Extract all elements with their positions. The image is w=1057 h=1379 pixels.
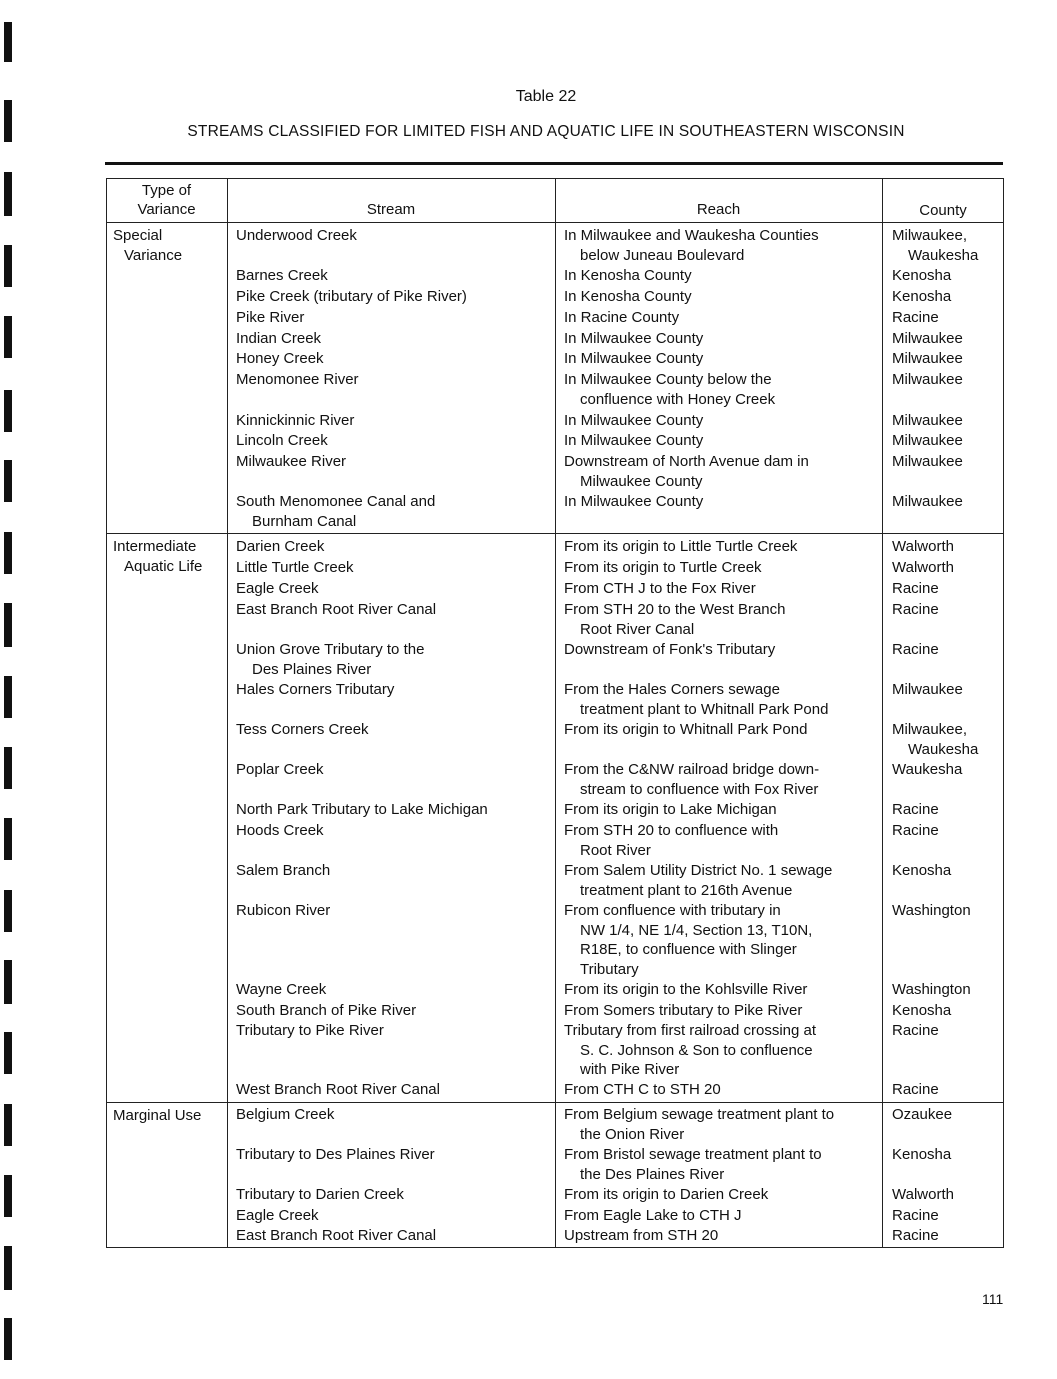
- stream-name: Tess Corners Creek: [236, 721, 369, 738]
- county-name: Kenosha: [892, 267, 952, 284]
- county-name: Racine: [892, 1022, 939, 1039]
- county-name: Racine: [892, 601, 939, 618]
- reach-description: From its origin to Whitnall Park Pond: [564, 721, 808, 738]
- reach-description: Upstream from STH 20: [564, 1227, 719, 1244]
- group-divider: [106, 533, 1004, 534]
- stream-name: Tributary to Pike River: [236, 1022, 384, 1039]
- binder-holes: [0, 0, 40, 1379]
- stream-name: Pike Creek (tributary of Pike River): [236, 288, 467, 305]
- stream-name: Poplar Creek: [236, 761, 324, 778]
- stream-name: Indian Creek: [236, 330, 322, 347]
- reach-description: In Milwaukee and Waukesha Counties below Juneau Boulevard: [564, 227, 819, 264]
- county-name: Milwaukee: [892, 371, 963, 388]
- reach-description: In Kenosha County: [564, 288, 692, 305]
- group-divider: [106, 1102, 1004, 1103]
- variance-type: Marginal Use: [113, 1107, 202, 1124]
- stream-name: Menomonee River: [236, 371, 359, 388]
- reach-description: Downstream of Fonk's Tributary: [564, 641, 776, 658]
- county-name: Racine: [892, 309, 939, 326]
- reach-description: From Eagle Lake to CTH J: [564, 1207, 742, 1224]
- county-name: Milwaukee: [892, 412, 963, 429]
- stream-name: Hoods Creek: [236, 822, 324, 839]
- county-name: Racine: [892, 580, 939, 597]
- reach-description: From CTH C to STH 20: [564, 1081, 721, 1098]
- stream-name: South Menomonee Canal and Burnham Canal: [236, 493, 436, 530]
- stream-name: South Branch of Pike River: [236, 1002, 417, 1019]
- variance-type: Intermediate Aquatic Life: [113, 538, 203, 575]
- county-name: Racine: [892, 641, 939, 658]
- stream-name: West Branch Root River Canal: [236, 1081, 440, 1098]
- reach-description: From Bristol sewage treatment plant to the Des Plaines River: [564, 1146, 822, 1183]
- county-name: Walworth: [892, 538, 954, 555]
- header-divider: [106, 222, 1004, 223]
- county-name: Kenosha: [892, 862, 952, 879]
- column-divider: [882, 178, 883, 1248]
- table-title: STREAMS CLASSIFIED FOR LIMITED FISH AND AQUATIC LIFE IN SOUTHEASTERN WISCONSIN: [187, 123, 905, 140]
- county-name: Kenosha: [892, 288, 952, 305]
- county-name: Racine: [892, 801, 939, 818]
- stream-name: Darien Creek: [236, 538, 325, 555]
- reach-description: In Racine County: [564, 309, 680, 326]
- county-name: Kenosha: [892, 1002, 952, 1019]
- reach-description: In Milwaukee County: [564, 350, 704, 367]
- county-name: Milwaukee: [892, 330, 963, 347]
- reach-description: From the Hales Corners sewage treatment plant to Whitnall Park Pond: [564, 681, 829, 718]
- reach-description: From CTH J to the Fox River: [564, 580, 756, 597]
- reach-description: From its origin to Turtle Creek: [564, 559, 762, 576]
- county-name: Walworth: [892, 1186, 954, 1203]
- reach-description: In Milwaukee County below the confluence with Honey Creek: [564, 371, 776, 408]
- reach-description: In Milwaukee County: [564, 330, 704, 347]
- header-stream: Stream: [366, 201, 416, 218]
- reach-description: From confluence with tributary in NW 1/4, NE 1/4, Section 13, T10N, R18E, to confluence with Slinger Tributary: [564, 902, 813, 978]
- variance-type: Special Variance: [113, 227, 183, 264]
- county-name: Washington: [892, 981, 971, 998]
- stream-name: East Branch Root River Canal: [236, 1227, 437, 1244]
- reach-description: From Salem Utility District No. 1 sewage treatment plant to 216th Avenue: [564, 862, 833, 899]
- stream-name: Salem Branch: [236, 862, 331, 879]
- reach-description: Downstream of North Avenue dam in Milwaukee County: [564, 453, 809, 490]
- column-divider: [227, 178, 228, 1248]
- stream-name: Barnes Creek: [236, 267, 328, 284]
- county-name: Washington: [892, 902, 971, 919]
- county-name: Milwaukee, Waukesha: [892, 721, 979, 758]
- reach-description: In Milwaukee County: [564, 432, 704, 449]
- county-name: Racine: [892, 1081, 939, 1098]
- reach-description: Tributary from first railroad crossing at S. C. Johnson & Son to confluence with Pike River: [564, 1022, 817, 1078]
- reach-description: From STH 20 to confluence with Root River: [564, 822, 779, 859]
- county-name: Milwaukee: [892, 432, 963, 449]
- county-name: Walworth: [892, 559, 954, 576]
- reach-description: In Kenosha County: [564, 267, 692, 284]
- county-name: Milwaukee: [892, 350, 963, 367]
- header-county: County: [919, 202, 967, 219]
- title-rule: [105, 162, 1003, 165]
- header-reach: Reach: [696, 201, 741, 218]
- county-name: Racine: [892, 1207, 939, 1224]
- reach-description: From the C&NW railroad bridge down- stream to confluence with Fox River: [564, 761, 820, 798]
- reach-description: From Belgium sewage treatment plant to the Onion River: [564, 1106, 835, 1143]
- county-name: Milwaukee, Waukesha: [892, 227, 979, 264]
- stream-name: Union Grove Tributary to the Des Plaines River: [236, 641, 425, 678]
- stream-name: Little Turtle Creek: [236, 559, 354, 576]
- stream-name: Pike River: [236, 309, 305, 326]
- county-name: Milwaukee: [892, 453, 963, 470]
- stream-name: Rubicon River: [236, 902, 331, 919]
- reach-description: In Milwaukee County: [564, 412, 704, 429]
- reach-description: From its origin to Lake Michigan: [564, 801, 777, 818]
- column-divider: [555, 178, 556, 1248]
- county-name: Ozaukee: [892, 1106, 953, 1123]
- stream-name: East Branch Root River Canal: [236, 601, 437, 618]
- county-name: Milwaukee: [892, 681, 963, 698]
- stream-name: Tributary to Darien Creek: [236, 1186, 404, 1203]
- stream-name: Eagle Creek: [236, 1207, 319, 1224]
- stream-name: Eagle Creek: [236, 580, 319, 597]
- reach-description: From its origin to Little Turtle Creek: [564, 538, 798, 555]
- header-type-of-variance: Type of Variance: [137, 182, 196, 218]
- stream-name: Belgium Creek: [236, 1106, 335, 1123]
- county-name: Racine: [892, 822, 939, 839]
- stream-name: Underwood Creek: [236, 227, 357, 244]
- stream-name: Hales Corners Tributary: [236, 681, 395, 698]
- stream-name: Honey Creek: [236, 350, 324, 367]
- reach-description: From STH 20 to the West Branch Root River Canal: [564, 601, 786, 638]
- county-name: Kenosha: [892, 1146, 952, 1163]
- reach-description: From its origin to Darien Creek: [564, 1186, 769, 1203]
- stream-name: Milwaukee River: [236, 453, 347, 470]
- stream-name: Tributary to Des Plaines River: [236, 1146, 435, 1163]
- stream-name: Kinnickinnic River: [236, 412, 355, 429]
- county-name: Racine: [892, 1227, 939, 1244]
- county-name: Milwaukee: [892, 493, 963, 510]
- stream-name: Lincoln Creek: [236, 432, 328, 449]
- reach-description: From Somers tributary to Pike River: [564, 1002, 803, 1019]
- stream-name: North Park Tributary to Lake Michigan: [236, 801, 488, 818]
- stream-name: Wayne Creek: [236, 981, 327, 998]
- reach-description: In Milwaukee County: [564, 493, 704, 510]
- page-number: 111: [982, 1291, 1004, 1307]
- county-name: Waukesha: [892, 761, 963, 778]
- table-number: Table 22: [515, 88, 577, 105]
- reach-description: From its origin to the Kohlsville River: [564, 981, 808, 998]
